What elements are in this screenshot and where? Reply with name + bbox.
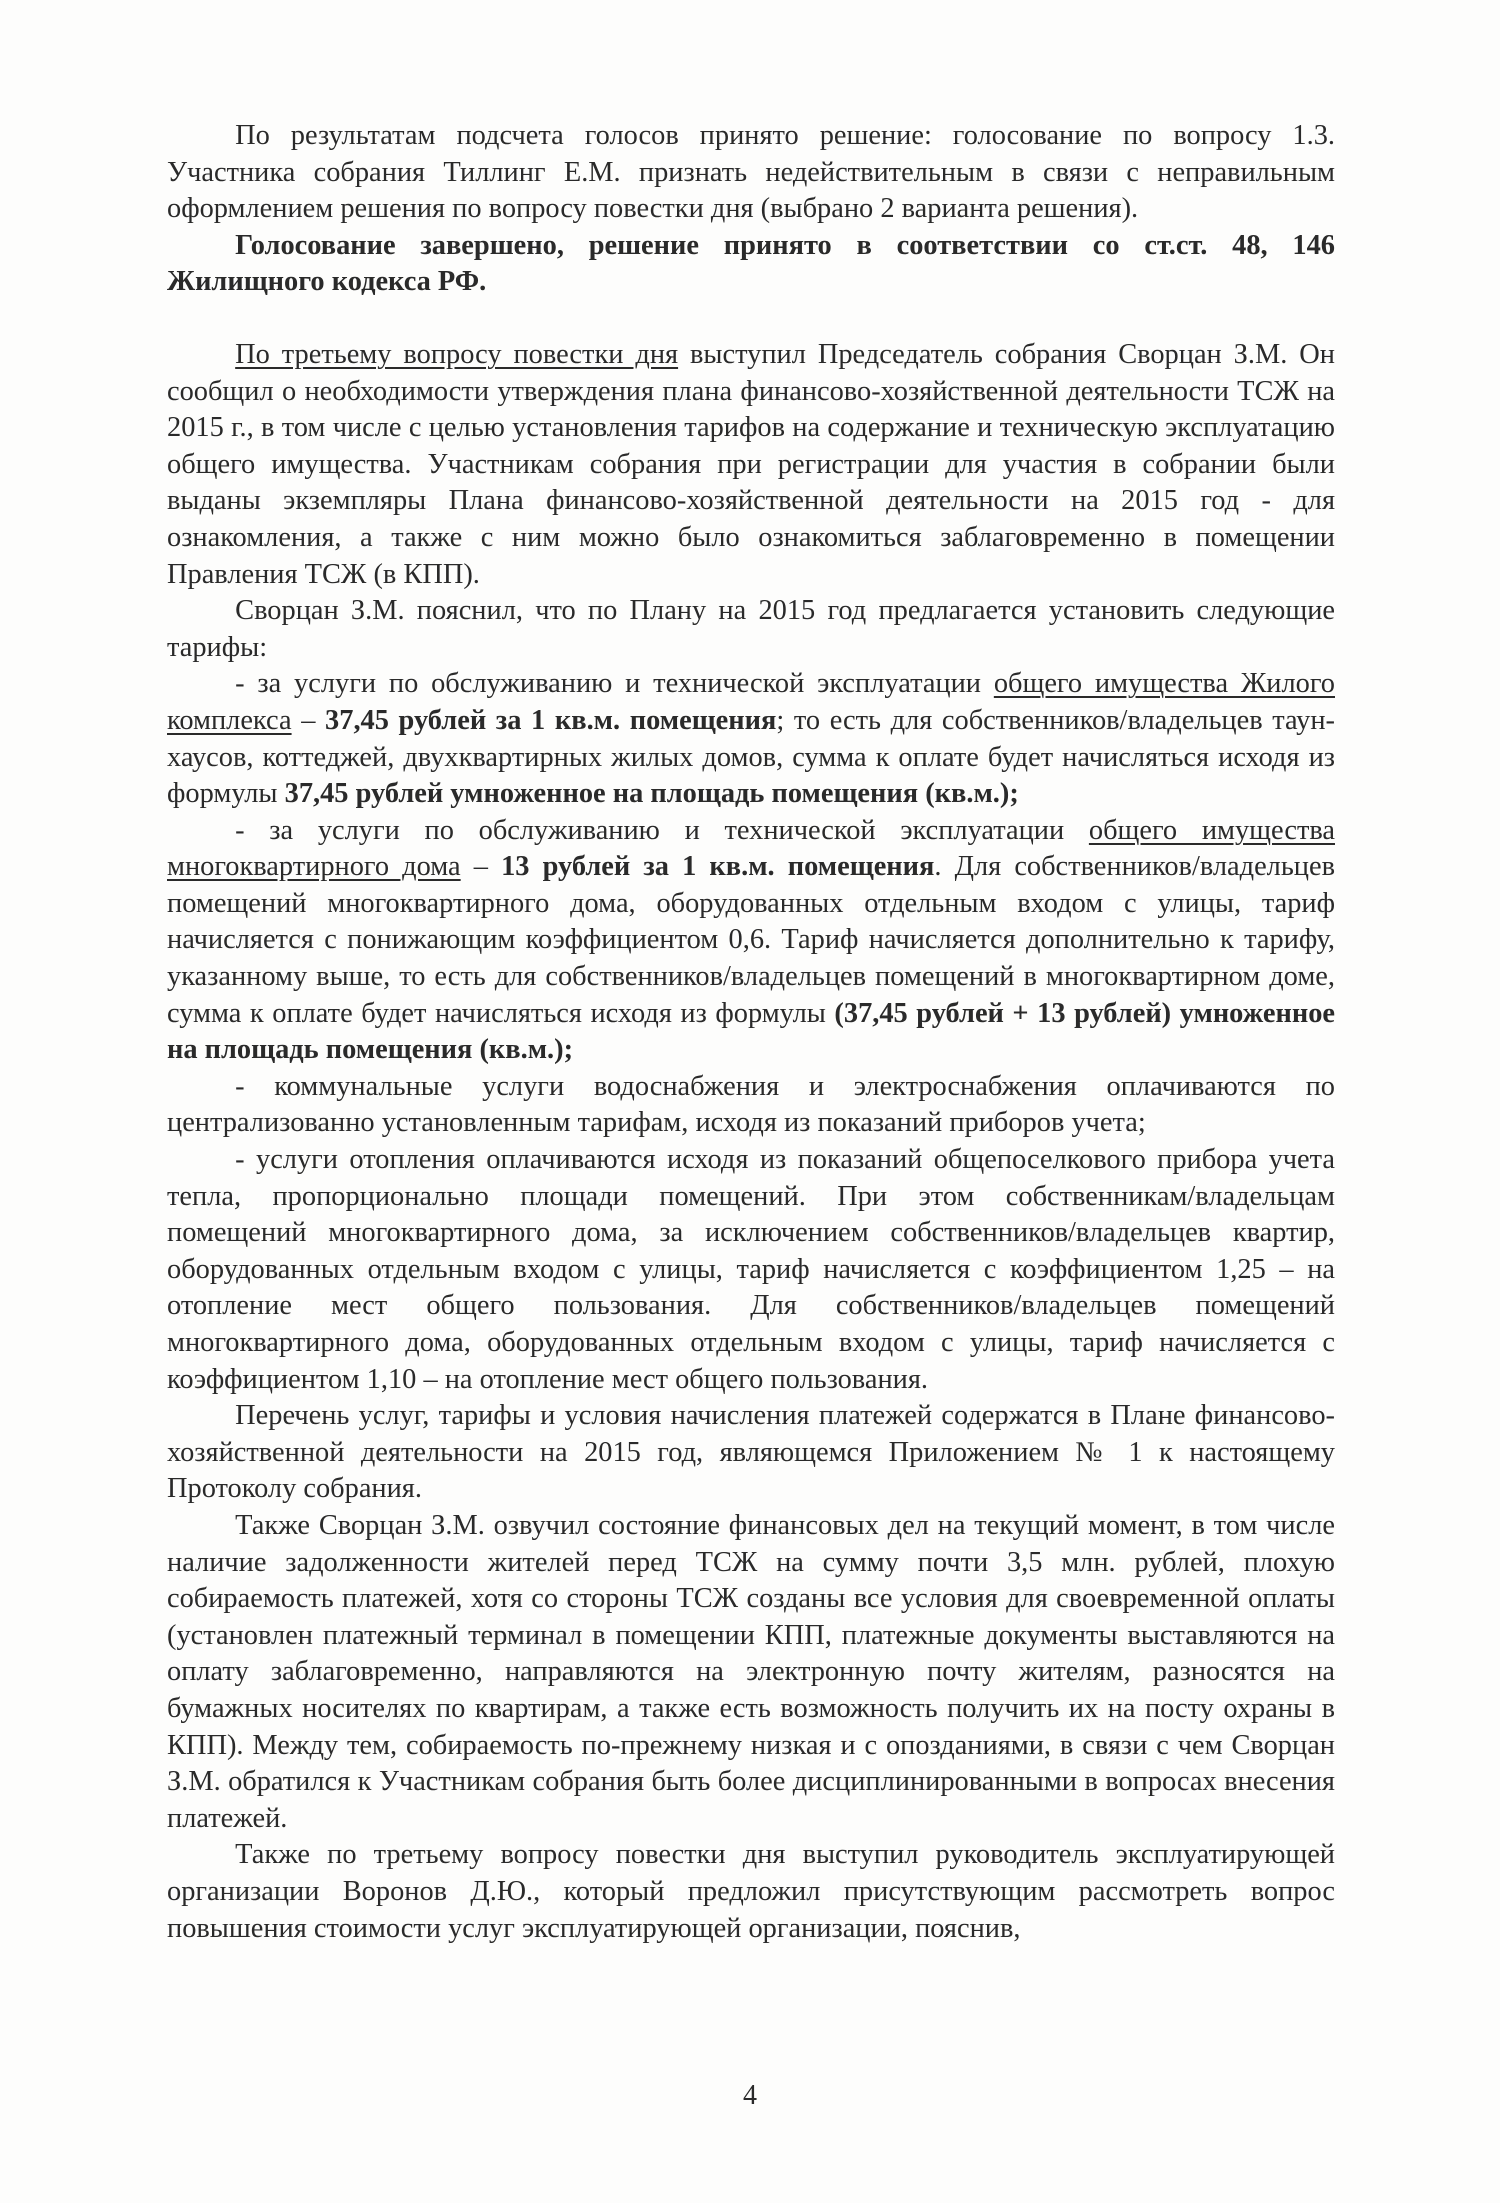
bold-text: Голосование завершено, решение принято в соответствии со ст.ст. 48, 146 Жилищного кодекса РФ. <box>167 229 1335 298</box>
bold-text: 37,45 рублей за 1 кв.м. помещения <box>325 704 777 736</box>
bold-text: (37,45 рублей + 13 рублей) умноженное на площадь помещения (кв.м.); <box>167 997 1335 1066</box>
underlined-text: общего имущества многоквартирного дома <box>167 814 1335 883</box>
paragraph-vote-complete <box>167 228 1335 301</box>
text-run: выступил Председатель собрания Сворцан З.М. Он сообщил о необходимости утверждения плана финансово-хозяйственной деятельности ТСЖ на 2015 г., в том числе с целью установления тарифов на содержание и техническую эксплуатацию общего имущества. Участникам собрания при регистрации для участия в собрании были выданы экземпляры Плана финансово-хозяйственной деятельности на 2015 год - для ознакомления, а также с ним можно было ознакомиться заблаговременно в помещении Правления ТСЖ (в КПП). <box>167 338 1335 590</box>
underlined-text: По третьему вопросу повестки дня <box>235 338 679 370</box>
text-run: - за услуги по обслуживанию и технической эксплуатации <box>235 668 994 700</box>
paragraph-third-question-intro <box>167 337 1335 593</box>
paragraph-financial-state <box>167 1508 1335 1837</box>
text-run: Также Сворцан З.М. озвучил состояние финансовых дел на текущий момент, в том числе наличие задолженности жителей перед ТСЖ на сумму почти 3,5 млн. рублей, плохую собираемость платежей, хотя со стороны ТСЖ созданы все условия для своевременной оплаты (установлен платежный терминал в помещении КПП, платежные документы выставляются на оплату заблаговременно, направляются на электронную почту жителям, разносятся на бумажных носителях по квартирам, а также есть возможность получить их на посту охраны в КПП). Между тем, собираемость по-прежнему низкая и с опозданиями, в связи с чем Сворцан З.М. обратился к Участникам собрания быть более дисциплинированными в вопросах внесения платежей. <box>167 1509 1335 1834</box>
text-run: - за услуги по обслуживанию и технической эксплуатации <box>235 814 1089 846</box>
text-run: По результатам подсчета голосов принято решение: голосование по вопросу 1.3. Участника собрания Тиллинг Е.М. признать недействительным в связи с неправильным оформлением решения по вопросу повестки дня (выбрано 2 варианта решения). <box>167 120 1335 225</box>
text-run: - услуги отопления оплачиваются исходя из показаний общепоселкового прибора учета тепла, пропорционально площади помещений. При этом собственникам/владельцам помещений многоквартирного дома, за исключением собственников/владельцев квартир, оборудованных отдельным входом с улицы, тариф начисляется с коэффициентом 1,25 – на отопление мест общего пользования. Для собственников/владельцев помещений многоквартирного дома, оборудованных отдельным входом с улицы, тариф начисляется с коэффициентом 1,10 – на отопление мест общего пользования. <box>167 1144 1335 1395</box>
page-number: 4 <box>743 2080 757 2111</box>
text-run: Также по третьему вопросу повестки дня выступил руководитель эксплуатирующей организации Воронов Д.Ю., который предложил присутствующим рассмотреть вопрос повышения стоимости услуг эксплуатирующей организации, пояснив, <box>167 1839 1335 1944</box>
paragraph-vote-result <box>167 118 1335 228</box>
list-item-tariff-heating <box>167 1142 1335 1398</box>
document-body <box>167 118 1335 1947</box>
text-run: Сворцан З.М. пояснил, что по Плану на 2015 год предлагается установить следующие тарифы: <box>167 595 1335 663</box>
text-run: – <box>460 851 502 883</box>
text-run: – <box>291 704 326 736</box>
underlined-text: общего имущества Жилого комплекса <box>167 668 1335 736</box>
list-item-tariff-apartment-building <box>167 813 1335 1069</box>
paragraph-operator-speech <box>167 1837 1335 1947</box>
text-run: Перечень услуг, тарифы и условия начисления платежей содержатся в Плане финансово-хозяйственной деятельности на 2015 год, являющемся Приложением № 1 к настоящему Протоколу собрания. <box>167 1400 1335 1505</box>
list-item-tariff-residential-complex <box>167 666 1335 812</box>
bold-text: 13 рублей за 1 кв.м. помещения <box>501 851 935 883</box>
text-run: - коммунальные услуги водоснабжения и электроснабжения оплачиваются по централизованно установленным тарифам, исходя из показаний приборов учета; <box>167 1070 1335 1139</box>
text-run: ; то есть для собственников/владельцев таун-хаусов, коттеджей, двухквартирных жилых домов, сумма к оплате будет начисляться исходя из формулы <box>167 704 1335 810</box>
paragraph-tariffs-intro <box>167 593 1335 666</box>
bold-text: 37,45 рублей умноженное на площадь помещения (кв.м.); <box>284 778 1019 810</box>
text-run: . Для собственников/владельцев помещений многоквартирного дома, оборудованных отдельным входом с улицы, тариф начисляется с понижающим коэффициентом 0,6. Тариф начисляется дополнительно к тарифу, указанному выше, то есть для собственников/владельцев помещений в многоквартирном доме, сумма к оплате будет начисляться исходя из формулы <box>167 851 1335 1029</box>
list-item-tariff-utilities <box>167 1069 1335 1142</box>
paragraph-gap <box>167 301 1335 337</box>
paragraph-services-list <box>167 1398 1335 1508</box>
